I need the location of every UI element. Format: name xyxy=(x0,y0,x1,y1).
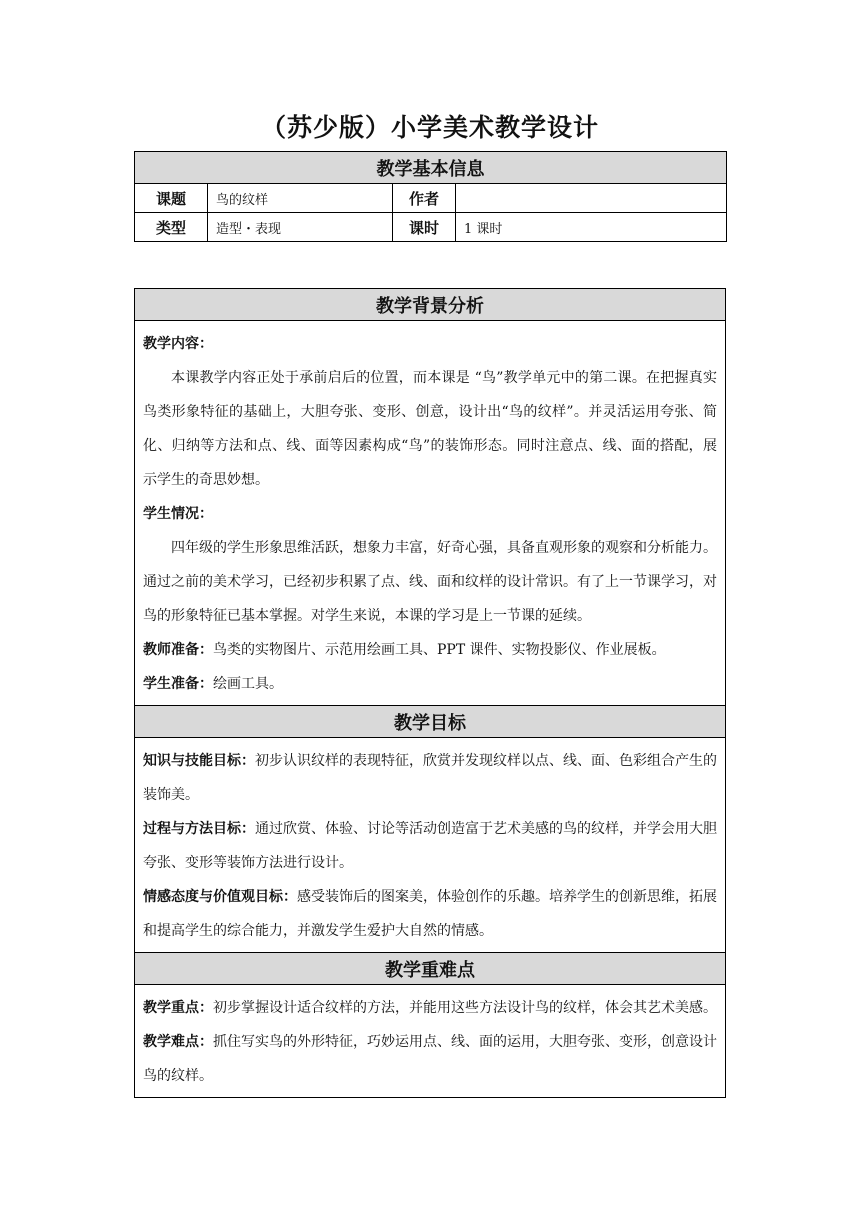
document-title: （苏少版）小学美术教学设计 xyxy=(260,113,599,142)
hours-label: 课时 xyxy=(393,213,456,242)
teacher-prep-label: 教师准备： xyxy=(143,642,213,658)
students-text: 四年级的学生形象思维活跃，想象力丰富，好奇心强，具备直观形象的观察和分析能力。通过之前的美术学习，已经初步积累了点、线、面和纹样的设计常识。有了上一节课学习，对鸟的形象特征已基本掌握。对学生来说，本课的学习是上一节课的延续。 xyxy=(143,540,717,624)
students-label: 学生情况： xyxy=(143,506,213,522)
emotion-text: 感受装饰后的图案美，体验创作的乐趣。培养学生的创新思维，拓展和提高学生的综合能力，并激发学生爱护大自然的情感。 xyxy=(143,889,717,939)
goals-section xyxy=(135,738,726,953)
teacher-prep-text: 鸟类的实物图片、示范用绘画工具、PPT 课件、实物投影仪、作业展板。 xyxy=(213,642,666,658)
author-label: 作者 xyxy=(393,184,456,213)
author-value xyxy=(456,184,727,213)
emotion-label: 情感态度与价值观目标： xyxy=(143,889,297,905)
student-prep-text: 绘画工具。 xyxy=(213,676,283,692)
basic-info-table xyxy=(134,151,727,242)
difficult-label: 教学难点： xyxy=(143,1034,213,1050)
topic-value: 鸟的纹样 xyxy=(208,184,393,213)
knowledge-label: 知识与技能目标： xyxy=(143,753,255,769)
hours-value: 1 课时 xyxy=(456,213,727,242)
background-header: 教学背景分析 xyxy=(135,289,726,321)
knowledge-text: 初步认识纹样的表现特征，欣赏并发现纹样以点、线、面、色彩组合产生的装饰美。 xyxy=(143,753,717,803)
type-label: 类型 xyxy=(135,213,208,242)
lesson-details-table xyxy=(134,288,726,1098)
background-section xyxy=(135,321,726,706)
goals-header: 教学目标 xyxy=(135,706,726,738)
topic-label: 课题 xyxy=(135,184,208,213)
process-label: 过程与方法目标： xyxy=(143,821,255,837)
student-prep-label: 学生准备： xyxy=(143,676,213,692)
process-text: 通过欣赏、体验、讨论等活动创造富于艺术美感的鸟的纹样，并学会用大胆夸张、变形等装饰方法进行设计。 xyxy=(143,821,717,871)
key-points-header: 教学重难点 xyxy=(135,953,726,985)
basic-info-header: 教学基本信息 xyxy=(135,152,727,184)
content-label: 教学内容： xyxy=(143,336,213,352)
content-text: 本课教学内容正处于承前启后的位置，而本课是 “鸟”教学单元中的第二课。在把握真实鸟类形象特征的基础上，大胆夸张、变形、创意，设计出“鸟的纹样”。并灵活运用夸张、简化、归纳等方法和点、线、面等因素构成“鸟”的装饰形态。同时注意点、线、面的搭配，展示学生的奇思妙想。 xyxy=(143,370,717,488)
key-text: 初步掌握设计适合纹样的方法，并能用这些方法设计鸟的纹样，体会其艺术美感。 xyxy=(213,1000,717,1016)
difficult-text: 抓住写实鸟的外形特征，巧妙运用点、线、面的运用，大胆夸张、变形，创意设计鸟的纹样。 xyxy=(143,1034,717,1084)
key-points-section xyxy=(135,985,726,1098)
type-value: 造型・表现 xyxy=(208,213,393,242)
key-label: 教学重点： xyxy=(143,1000,213,1016)
